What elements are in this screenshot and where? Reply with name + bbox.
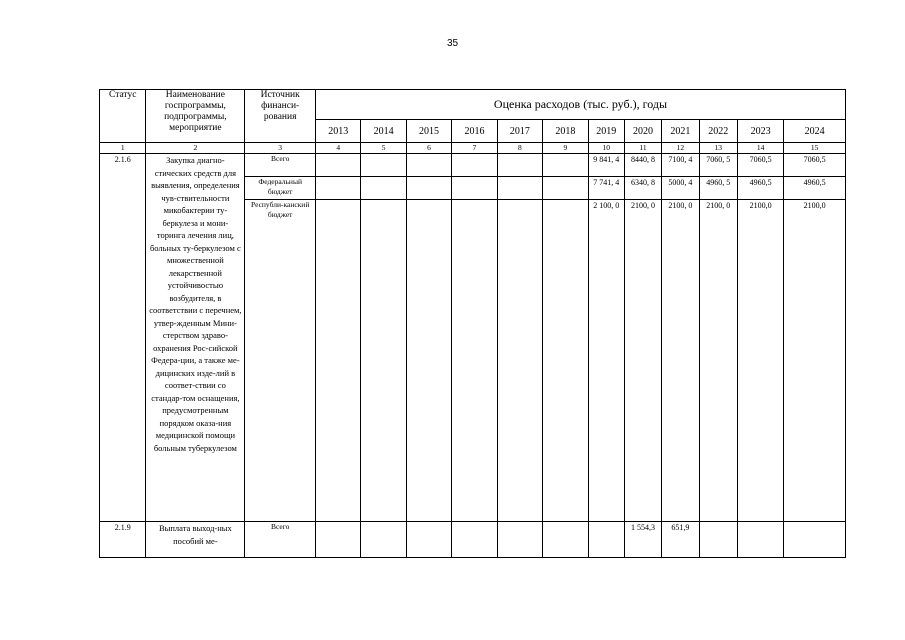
- row-value: [699, 522, 737, 558]
- row-value: [316, 522, 361, 558]
- row-value: [543, 522, 588, 558]
- row-value: 2100,0: [737, 200, 783, 522]
- row-value: [543, 200, 588, 522]
- row-source: Всего: [245, 522, 316, 558]
- row-name: Выплата выход-ных пособий ме-: [146, 522, 245, 558]
- column-number: 1: [100, 143, 146, 154]
- row-value: [497, 154, 542, 177]
- row-value: [737, 522, 783, 558]
- column-number: 11: [624, 143, 661, 154]
- header-name: Наименование госпрограммы, подпрограммы, мероприятие: [146, 90, 245, 143]
- row-value: [497, 200, 542, 522]
- row-value: [361, 522, 406, 558]
- header-year: 2017: [497, 120, 542, 143]
- row-value: 5000, 4: [662, 177, 699, 200]
- row-value: 2 100, 0: [588, 200, 624, 522]
- row-value: [406, 177, 451, 200]
- column-number: 14: [737, 143, 783, 154]
- column-number: 5: [361, 143, 406, 154]
- row-value: [406, 200, 451, 522]
- row-value: 4960,5: [784, 177, 846, 200]
- column-number: 2: [146, 143, 245, 154]
- header-year: 2013: [316, 120, 361, 143]
- row-value: 8440, 8: [624, 154, 661, 177]
- header-year: 2020: [624, 120, 661, 143]
- column-number: 13: [699, 143, 737, 154]
- row-source: Всего: [245, 154, 316, 177]
- column-number: 12: [662, 143, 699, 154]
- column-number-row: [100, 143, 846, 154]
- column-number: 7: [452, 143, 497, 154]
- header-year: 2023: [737, 120, 783, 143]
- header-row: [100, 90, 846, 120]
- header-year: 2021: [662, 120, 699, 143]
- column-number: 4: [316, 143, 361, 154]
- row-value: 1 554,3: [624, 522, 661, 558]
- row-value: [316, 200, 361, 522]
- table-row: [100, 522, 846, 558]
- header-status: Статус: [100, 90, 146, 143]
- page-number: 35: [446, 38, 459, 49]
- header-year: 2015: [406, 120, 451, 143]
- column-number: 8: [497, 143, 542, 154]
- row-source: Республи-канский бюджет: [245, 200, 316, 522]
- row-value: 651,9: [662, 522, 699, 558]
- table-row: [100, 154, 846, 177]
- row-value: [361, 154, 406, 177]
- row-value: 7060,5: [737, 154, 783, 177]
- row-value: 9 841, 4: [588, 154, 624, 177]
- row-value: 4960, 5: [699, 177, 737, 200]
- row-value: [497, 177, 542, 200]
- row-value: [361, 177, 406, 200]
- row-value: [452, 154, 497, 177]
- row-value: [452, 200, 497, 522]
- column-number: 9: [543, 143, 588, 154]
- row-value: 2100, 0: [699, 200, 737, 522]
- column-number: 10: [588, 143, 624, 154]
- row-value: [452, 177, 497, 200]
- row-value: 7060, 5: [699, 154, 737, 177]
- column-number: 3: [245, 143, 316, 154]
- row-value: [543, 177, 588, 200]
- row-status: 2.1.9: [100, 522, 146, 558]
- row-value: 2100, 0: [624, 200, 661, 522]
- row-value: [406, 154, 451, 177]
- row-value: [406, 522, 451, 558]
- row-value: 6340, 8: [624, 177, 661, 200]
- row-value: 7 741, 4: [588, 177, 624, 200]
- header-year: 2024: [784, 120, 846, 143]
- row-source: Федеральный бюджет: [245, 177, 316, 200]
- row-value: [588, 522, 624, 558]
- row-value: [316, 154, 361, 177]
- header-year: 2019: [588, 120, 624, 143]
- header-year: 2016: [452, 120, 497, 143]
- row-value: 2100,0: [784, 200, 846, 522]
- row-value: [497, 522, 542, 558]
- row-value: [316, 177, 361, 200]
- row-status: 2.1.6: [100, 154, 146, 522]
- column-number: 15: [784, 143, 846, 154]
- header-year: 2014: [361, 120, 406, 143]
- budget-table: [99, 89, 846, 558]
- row-value: [543, 154, 588, 177]
- row-value: 4960,5: [737, 177, 783, 200]
- row-value: 2100, 0: [662, 200, 699, 522]
- column-number: 6: [406, 143, 451, 154]
- header-source: Источник финанси-рования: [245, 90, 316, 143]
- row-value: [361, 200, 406, 522]
- row-value: 7060,5: [784, 154, 846, 177]
- row-value: [784, 522, 846, 558]
- header-year: 2018: [543, 120, 588, 143]
- header-expenses: Оценка расходов (тыс. руб.), годы: [316, 90, 846, 120]
- row-value: [452, 522, 497, 558]
- header-year: 2022: [699, 120, 737, 143]
- row-name: Закупка диагно-стических средств для выявления, определения чув-ствительности микобактерии ту-беркулеза и мони-торинга лечения лиц, больных ту-беркулезом с множественной лекарственной устойчивостью возбудителя, в соответствии с перечнем, утвер-жденным Мини-стерством здраво-охранения Рос-сийской Федера-ции, а также ме-дицинских изде-лий в соответ-ствии со стандар-том оснащения, предусмотренным порядком оказа-ния медицинской помощи больным туберкулезом: [146, 154, 245, 522]
- row-value: 7100, 4: [662, 154, 699, 177]
